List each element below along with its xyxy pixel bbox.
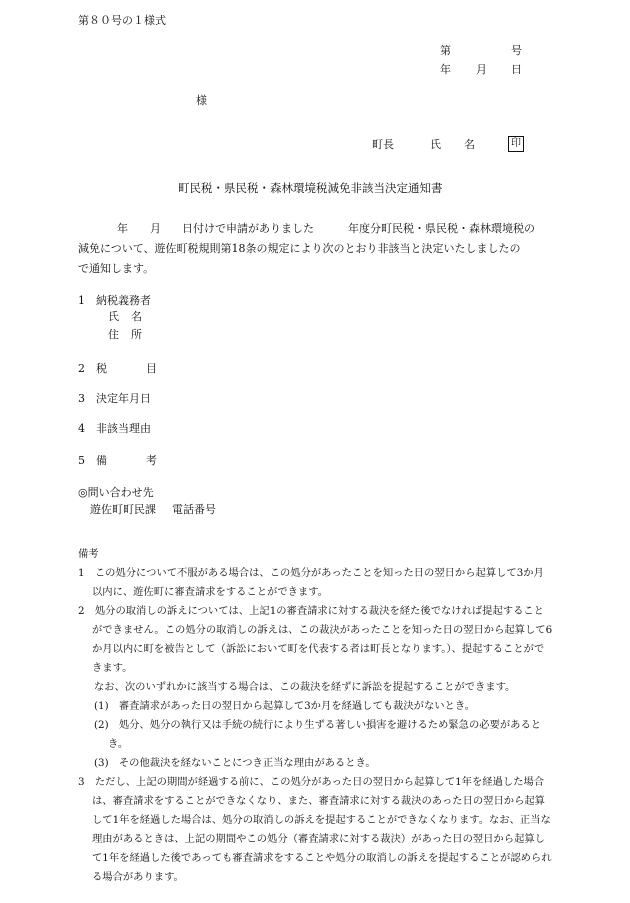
intro-tail: 年度分町民税・県民税・森林環境税の <box>348 222 535 235</box>
contact-heading: ◎問い合わせ先 <box>78 486 154 499</box>
note-2b: なお、次のいずれかに該当する場合は、この裁決を経ずに訴訟を提起することができます。 <box>94 681 516 693</box>
note-2-1: (1) 審査請求があった日の翌日から起算して3か月を経過しても裁決がないとき。 <box>94 700 476 712</box>
item2-label-b: 目 <box>146 362 157 375</box>
number-suffix: 号 <box>511 44 522 57</box>
date-year: 年 <box>440 63 451 76</box>
intro-month: 月 <box>150 222 161 235</box>
issuer-name-2: 名 <box>464 138 475 151</box>
item3-label: 3 決定年月日 <box>78 392 151 405</box>
issuer-name-1: 氏 <box>430 138 441 151</box>
recipient-suffix: 様 <box>196 94 207 107</box>
note-3: 3 ただし、上記の期間が経過する前に、この処分があった日の翌日から起算して1年を経過した場合は、審査請求をすることができなくなり、また、審査請求に対する裁決のあった日の翌日から起算して1年を経過した場合は、処分の取消しの訴えを提起することができなくなります。なお、正当な理由があるときは、上記の期間やこの処分（審査請求に対する裁決）があった日の翌日から起算して1年を経過した後であっても審査請求をすることや処分の取消しの訴えを提起することが認められる場合があります。 <box>78 776 552 883</box>
document-title: 町民税・県民税・森林環境税減免非該当決定通知書 <box>178 181 443 195</box>
intro-year: 年 <box>117 222 128 235</box>
contact-dept: 遊佐町町民課 <box>90 503 156 516</box>
item1-addr-a: 住 <box>108 328 119 341</box>
notes-section <box>78 545 553 887</box>
note-2-2: (2) 処分、処分の執行又は手続の続行により生ずる著しい損害を避けるため緊急の必要があるとき。 <box>94 719 542 750</box>
contact-phone-label: 電話番号 <box>172 503 216 516</box>
note-2: 2 処分の取消しの訴えについては、上記1の審査請求に対する裁決を経た後でなければ提起することができません。この処分の取消しの訴えは、この裁決があったことを知った日の翌日から起算して6か月以内に町を被告として（訴訟において町を代表する者は町長となります。）、提起することができます。 <box>78 605 553 674</box>
item1-label: 1 納税義務者 <box>78 294 151 307</box>
intro-rest: 日付けで申請がありました <box>182 222 314 235</box>
date-month: 月 <box>476 63 487 76</box>
seal-label: 印 <box>508 136 524 152</box>
note-2-3: (3) その他裁決を経ないことにつき正当な理由があるとき。 <box>94 757 376 769</box>
issuer-title: 町長 <box>372 138 394 151</box>
item1-name-a: 氏 <box>108 310 119 323</box>
item5-label-b: 考 <box>146 454 157 467</box>
item4-label: 4 非該当理由 <box>78 422 151 435</box>
item1-addr-b: 所 <box>131 328 142 341</box>
date-day: 日 <box>511 63 522 76</box>
intro-line2: 減免について、遊佐町税規則第18条の規定により次のとおり非該当と決定いたしましたの <box>78 242 521 255</box>
item2-label: 2 税 <box>78 362 107 375</box>
item1-name-b: 名 <box>131 310 142 323</box>
intro-line3: で通知します。 <box>78 262 155 275</box>
number-label: 第 <box>440 44 451 57</box>
note-1: 1 この処分について不服がある場合は、この処分があったことを知った日の翌日から起算して3か月以内に、遊佐町に審査請求をすることができます。 <box>78 567 544 598</box>
seal-mark <box>508 136 524 152</box>
item5-label: 5 備 <box>78 454 107 467</box>
form-number: 第８０号の１様式 <box>78 14 166 27</box>
notes-heading: 備考 <box>78 548 99 560</box>
